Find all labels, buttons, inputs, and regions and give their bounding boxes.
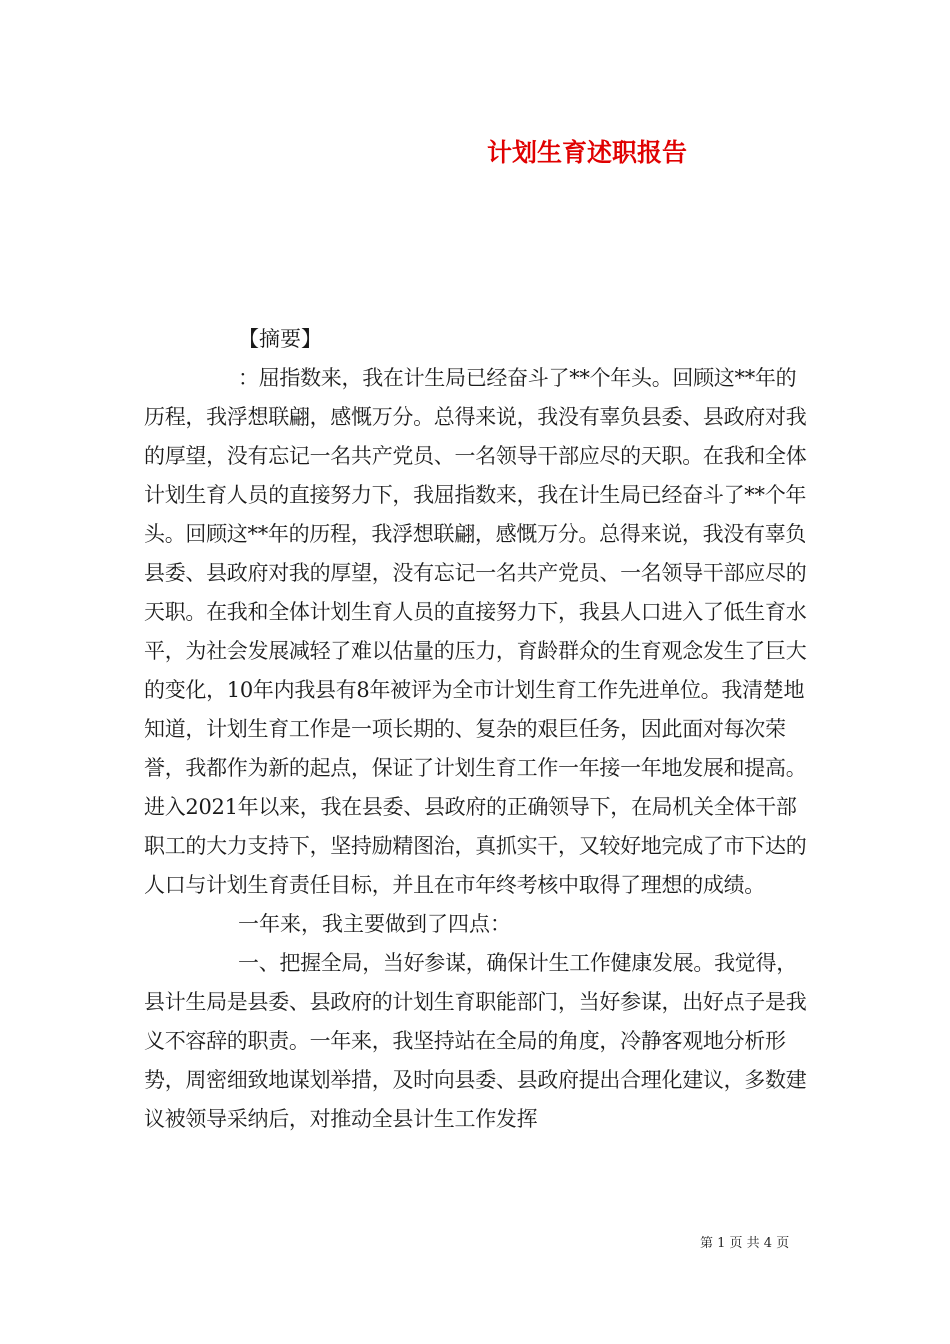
page-footer: 第 1 页 共 4 页 (700, 1236, 790, 1251)
abstract-paragraph: ：屈指数来，我在计生局已经奋斗了**个年头。回顾这**年的历程，我浮想联翩，感慨万分。总得来说，我没有辜负县委、县政府对我的厚望，没有忘记一名共产党员、一名领导干部应尽的天职。在我和全体计划生育人员的直接努力下，我屈指数来，我在计生局已经奋斗了**个年头。回顾这**年的历程，我浮想联翩，感慨万分。总得来说，我没有辜负县委、县政府对我的厚望，没有忘记一名共产党员、一名领导干部应尽的天职。在我和全体计划生育人员的直接努力下，我县人口进入了低生育水平，为社会发展减轻了难以估量的压力，育龄群众的生育观念发生了巨大的变化，10年内我县有8年被评为全市计划生育工作先进单位。我清楚地知道，计划生育工作是一项长期的、复杂的艰巨任务，因此面对每次荣誉，我都作为新的起点，保证了计划生育工作一年接一年地发展和提高。进入2021年以来，我在县委、县政府的正确领导下，在局机关全体干部职工的大力支持下，坚持励精图治，真抓实干，又较好地完成了市下达的人口与计划生育责任目标，并且在市年终考核中取得了理想的成绩。 (144, 366, 807, 897)
summary-intro-paragraph: 一年来，我主要做到了四点： (238, 912, 511, 936)
document-body (144, 320, 816, 1139)
section-one-paragraph: 一、把握全局，当好参谋，确保计生工作健康发展。我觉得，县计生局是县委、县政府的计划生育职能部门，当好参谋，出好点子是我义不容辞的职责。一年来，我坚持站在全局的角度，冷静客观地分析形势，周密细致地谋划举措，及时向县委、县政府提出合理化建议，多数建议被领导采纳后，对推动全县计生工作发挥 (144, 951, 807, 1131)
abstract-heading: 【摘要】 (238, 327, 322, 351)
page-title: 计划生育述职报告 (487, 138, 688, 167)
